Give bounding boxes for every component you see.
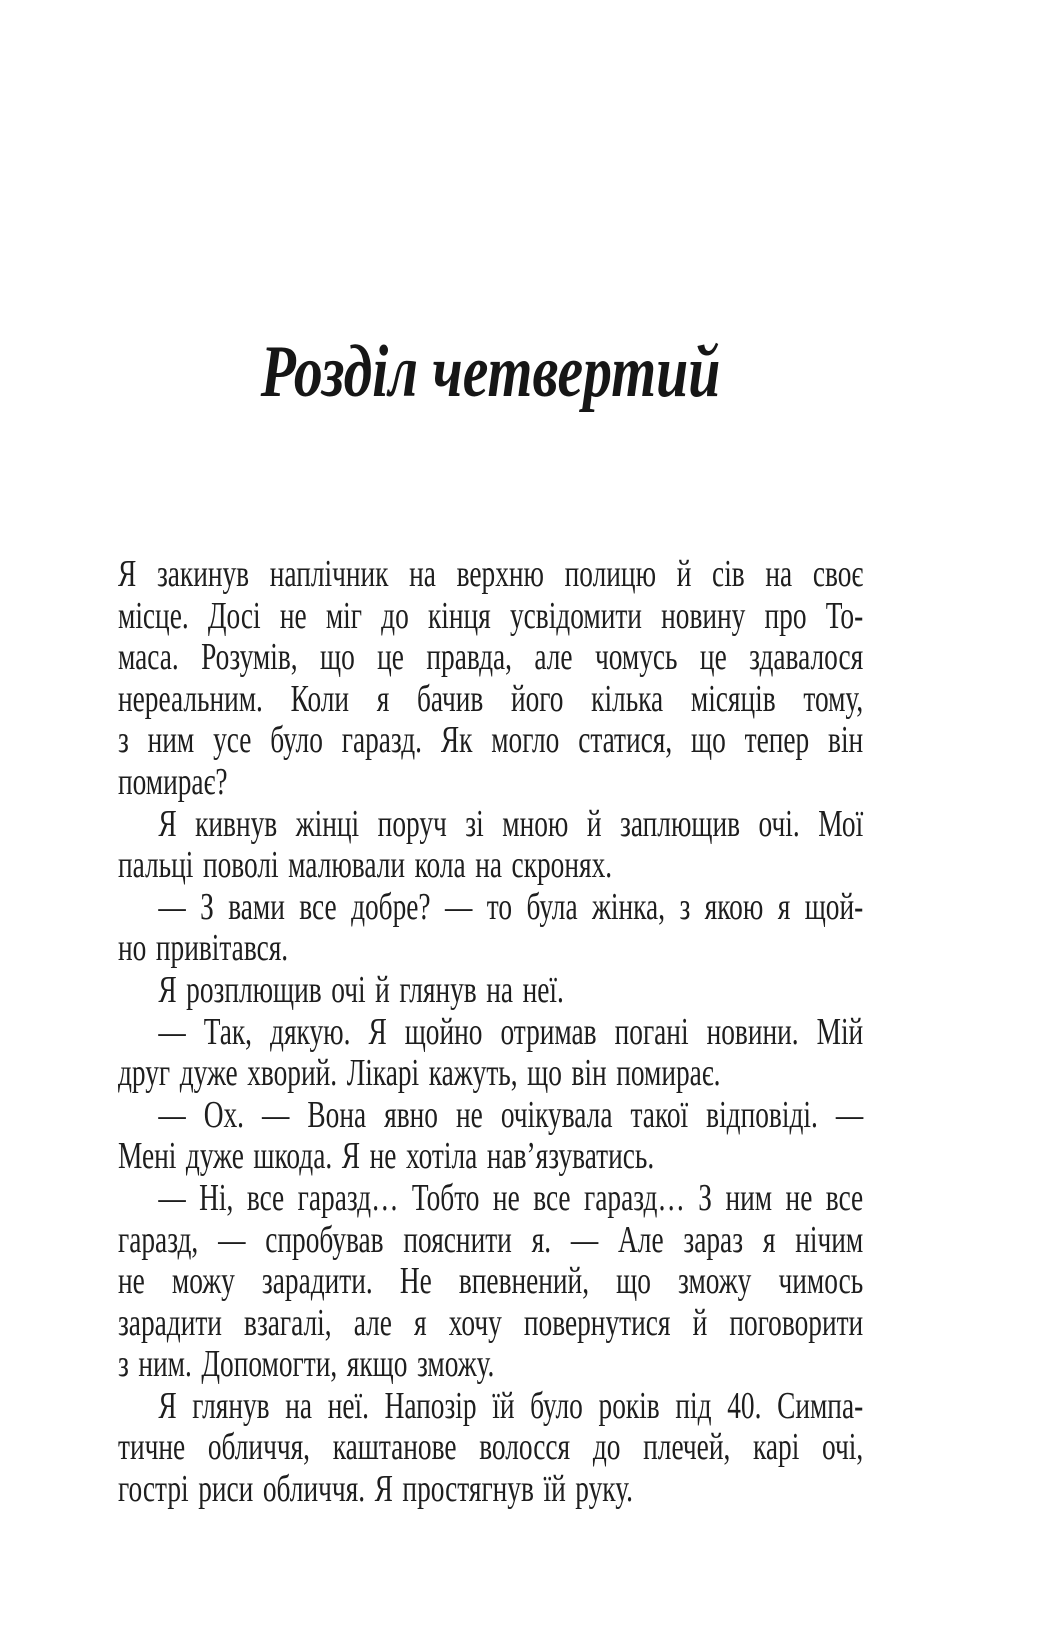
text-line: друг дуже хворий. Лікарі кажуть, що він помирає. (118, 1052, 721, 1095)
paragraph (118, 1178, 863, 1386)
text-line: — Ні, все гаразд… Тобто не все гаразд… З ним не все (158, 1176, 864, 1219)
paragraph (118, 1012, 863, 1095)
text-line: Я кивнув жінці поруч зі мною й заплющив очі. Мої (158, 802, 864, 845)
text-line: — Ох. — Вона явно не очікувала такої відповіді. — (158, 1093, 864, 1136)
text-line: Я розплющив очі й глянув на неї. (158, 968, 564, 1011)
text-line: пальці поволі малювали кола на скронях. (118, 844, 613, 887)
paragraph (118, 554, 863, 804)
text-line: — З вами все добре? — то була жінка, з якою я щой- (158, 885, 864, 928)
text-line: з ним. Допомогти, якщо зможу. (118, 1343, 495, 1386)
paragraph (118, 1386, 863, 1511)
text-line: — Так, дякую. Я щойно отримав погані новини. Мій (158, 1010, 864, 1053)
text-line: не можу зарадити. Не впевнений, що зможу чимось (118, 1260, 864, 1303)
text-line: з ним усе було гаразд. Як могло статися, що тепер він (118, 719, 864, 762)
text-line: гаразд, — спробував пояснити я. — Але зараз я нічим (118, 1218, 864, 1261)
paragraph (118, 970, 863, 1012)
text-line: зарадити взагалі, але я хочу повернутися й поговорити (118, 1301, 864, 1344)
text-line: гострі риси обличчя. Я простягнув їй руку. (118, 1468, 633, 1511)
text-line: нереальним. Коли я бачив його кілька місяців тому, (118, 677, 864, 720)
text-line: Мені дуже шкода. Я не хотіла нав’язуватись. (118, 1135, 655, 1178)
chapter-title: Розділ четвертий (260, 331, 721, 413)
text-line: помирає? (118, 760, 228, 803)
text-line: Я глянув на неї. Напозір їй було років під 40. Симпа- (158, 1384, 864, 1427)
text-line: Я закинув наплічник на верхню полицю й сів на своє (118, 553, 864, 595)
paragraph (118, 804, 863, 887)
body-text (118, 554, 863, 1511)
paragraph (118, 1095, 863, 1178)
text-line: тичне обличчя, каштанове волосся до плечей, карі очі, (118, 1426, 864, 1469)
text-line: но привітався. (118, 927, 289, 970)
text-line: місце. Досі не міг до кінця усвідомити новину про То- (118, 594, 864, 637)
paragraph (118, 887, 863, 970)
text-line: маса. Розумів, що це правда, але чомусь це здавалося (118, 636, 864, 679)
